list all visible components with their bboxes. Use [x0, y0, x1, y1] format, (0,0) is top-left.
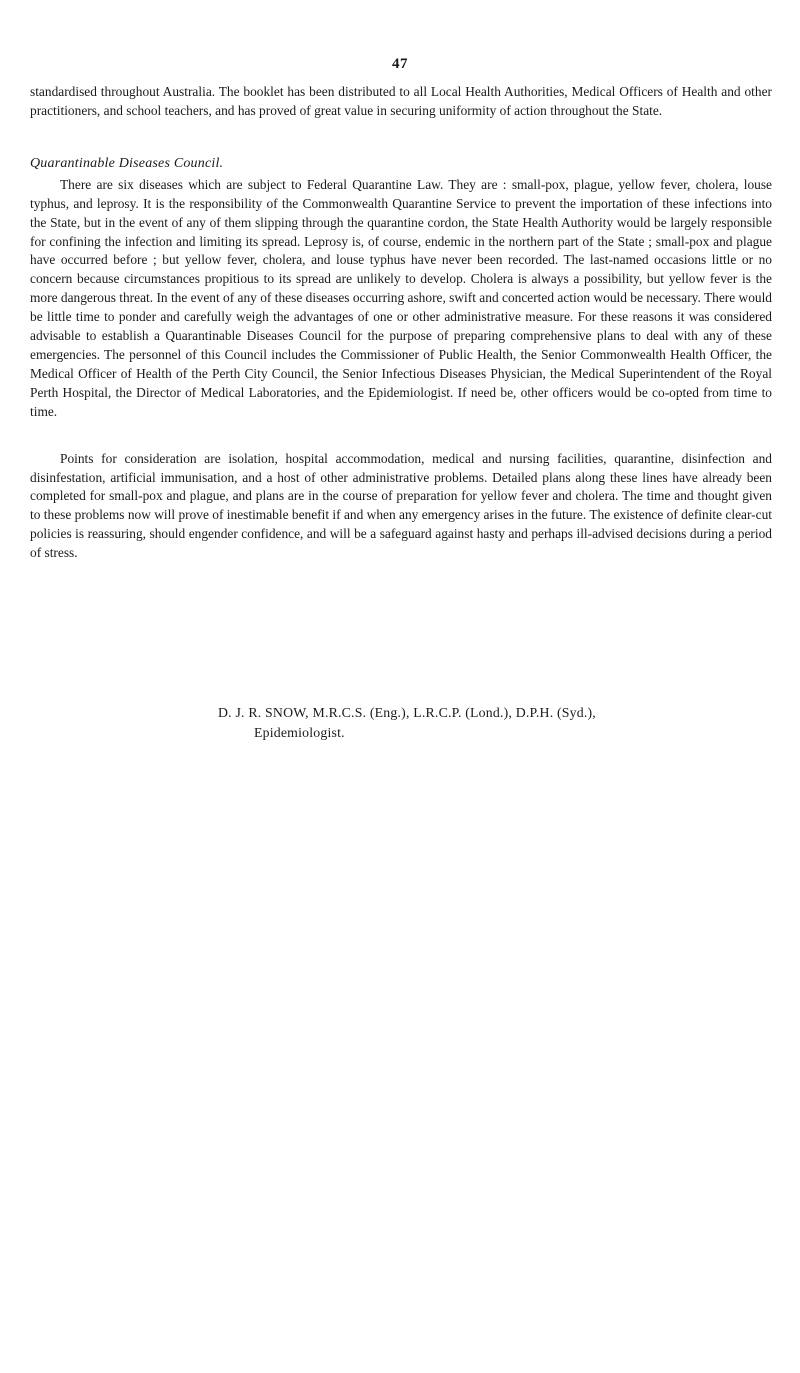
signature-block — [218, 703, 596, 742]
signature-title: Epidemiologist. — [254, 724, 345, 740]
page-number: 47 — [392, 56, 408, 72]
body-paragraph-2: Points for consideration are isolation, hospital accommodation, medical and nursing facilities, quarantine, disinfection and disinfestation, artificial immunisation, and a host of other administrative problems. Detailed plans along these lines have already been completed for small-pox and plague, and plans are in the course of preparation for yellow fever and cholera. The time and thought given to these problems now will prove of inestimable benefit if and when any emergency arises in the future. The existence of definite clear-cut policies is reassuring, should engender confidence, and will be a safeguard against hasty and perhaps ill-advised decisions during a period of stress. — [30, 450, 772, 561]
section-heading: Quarantinable Diseases Council. — [30, 155, 224, 171]
body-paragraph-1: There are six diseases which are subject to Federal Quarantine Law. They are : small-pox, plague, yellow fever, cholera, louse typhus, and leprosy. It is the responsibility of the Commonwealth Quarantine Service to prevent the importation of these infections into the State, but in the event of any of them slipping through the quarantine cordon, the State Health Authority would be largely responsible for confining the infection and limiting its spread. Leprosy is, of course, endemic in the northern part of the State ; small-pox and plague have occurred before ; but yellow fever, cholera, and louse typhus have never been recorded. The last-named occasions little or no concern because circumstances propitious to its spread are unlikely to develop. Cholera is always a possibility, but yellow fever is the more dangerous threat. In the event of any of these diseases occurring ashore, swift and concerted action would be necessary. There would be little time to ponder and carefully weigh the advantages of one or other administrative measure. For these reasons it was considered advisable to establish a Quarantinable Diseases Council for the purpose of preparing comprehensive plans to deal with any of these emergencies. The personnel of this Council includes the Commissioner of Public Health, the Senior Commonwealth Health Officer, the Medical Officer of Health of the Perth City Council, the Senior Infectious Diseases Physician, the Medical Superintendent of the Royal Perth Hospital, the Director of Medical Laboratories, and the Epidemiologist. If need be, other officers would be co-opted from time to time. — [30, 176, 772, 419]
signature-name: D. J. R. SNOW, M.R.C.S. (Eng.), L.R.C.P. (Lond.), D.P.H. (Syd.), — [218, 705, 596, 720]
continuation-paragraph: standardised throughout Australia. The booklet has been distributed to all Local Health Authorities, Medical Officers of Health and other practitioners, and school teachers, and has proved of great value in securing uniformity of action throughout the State. — [30, 84, 772, 118]
page-content — [30, 83, 772, 563]
